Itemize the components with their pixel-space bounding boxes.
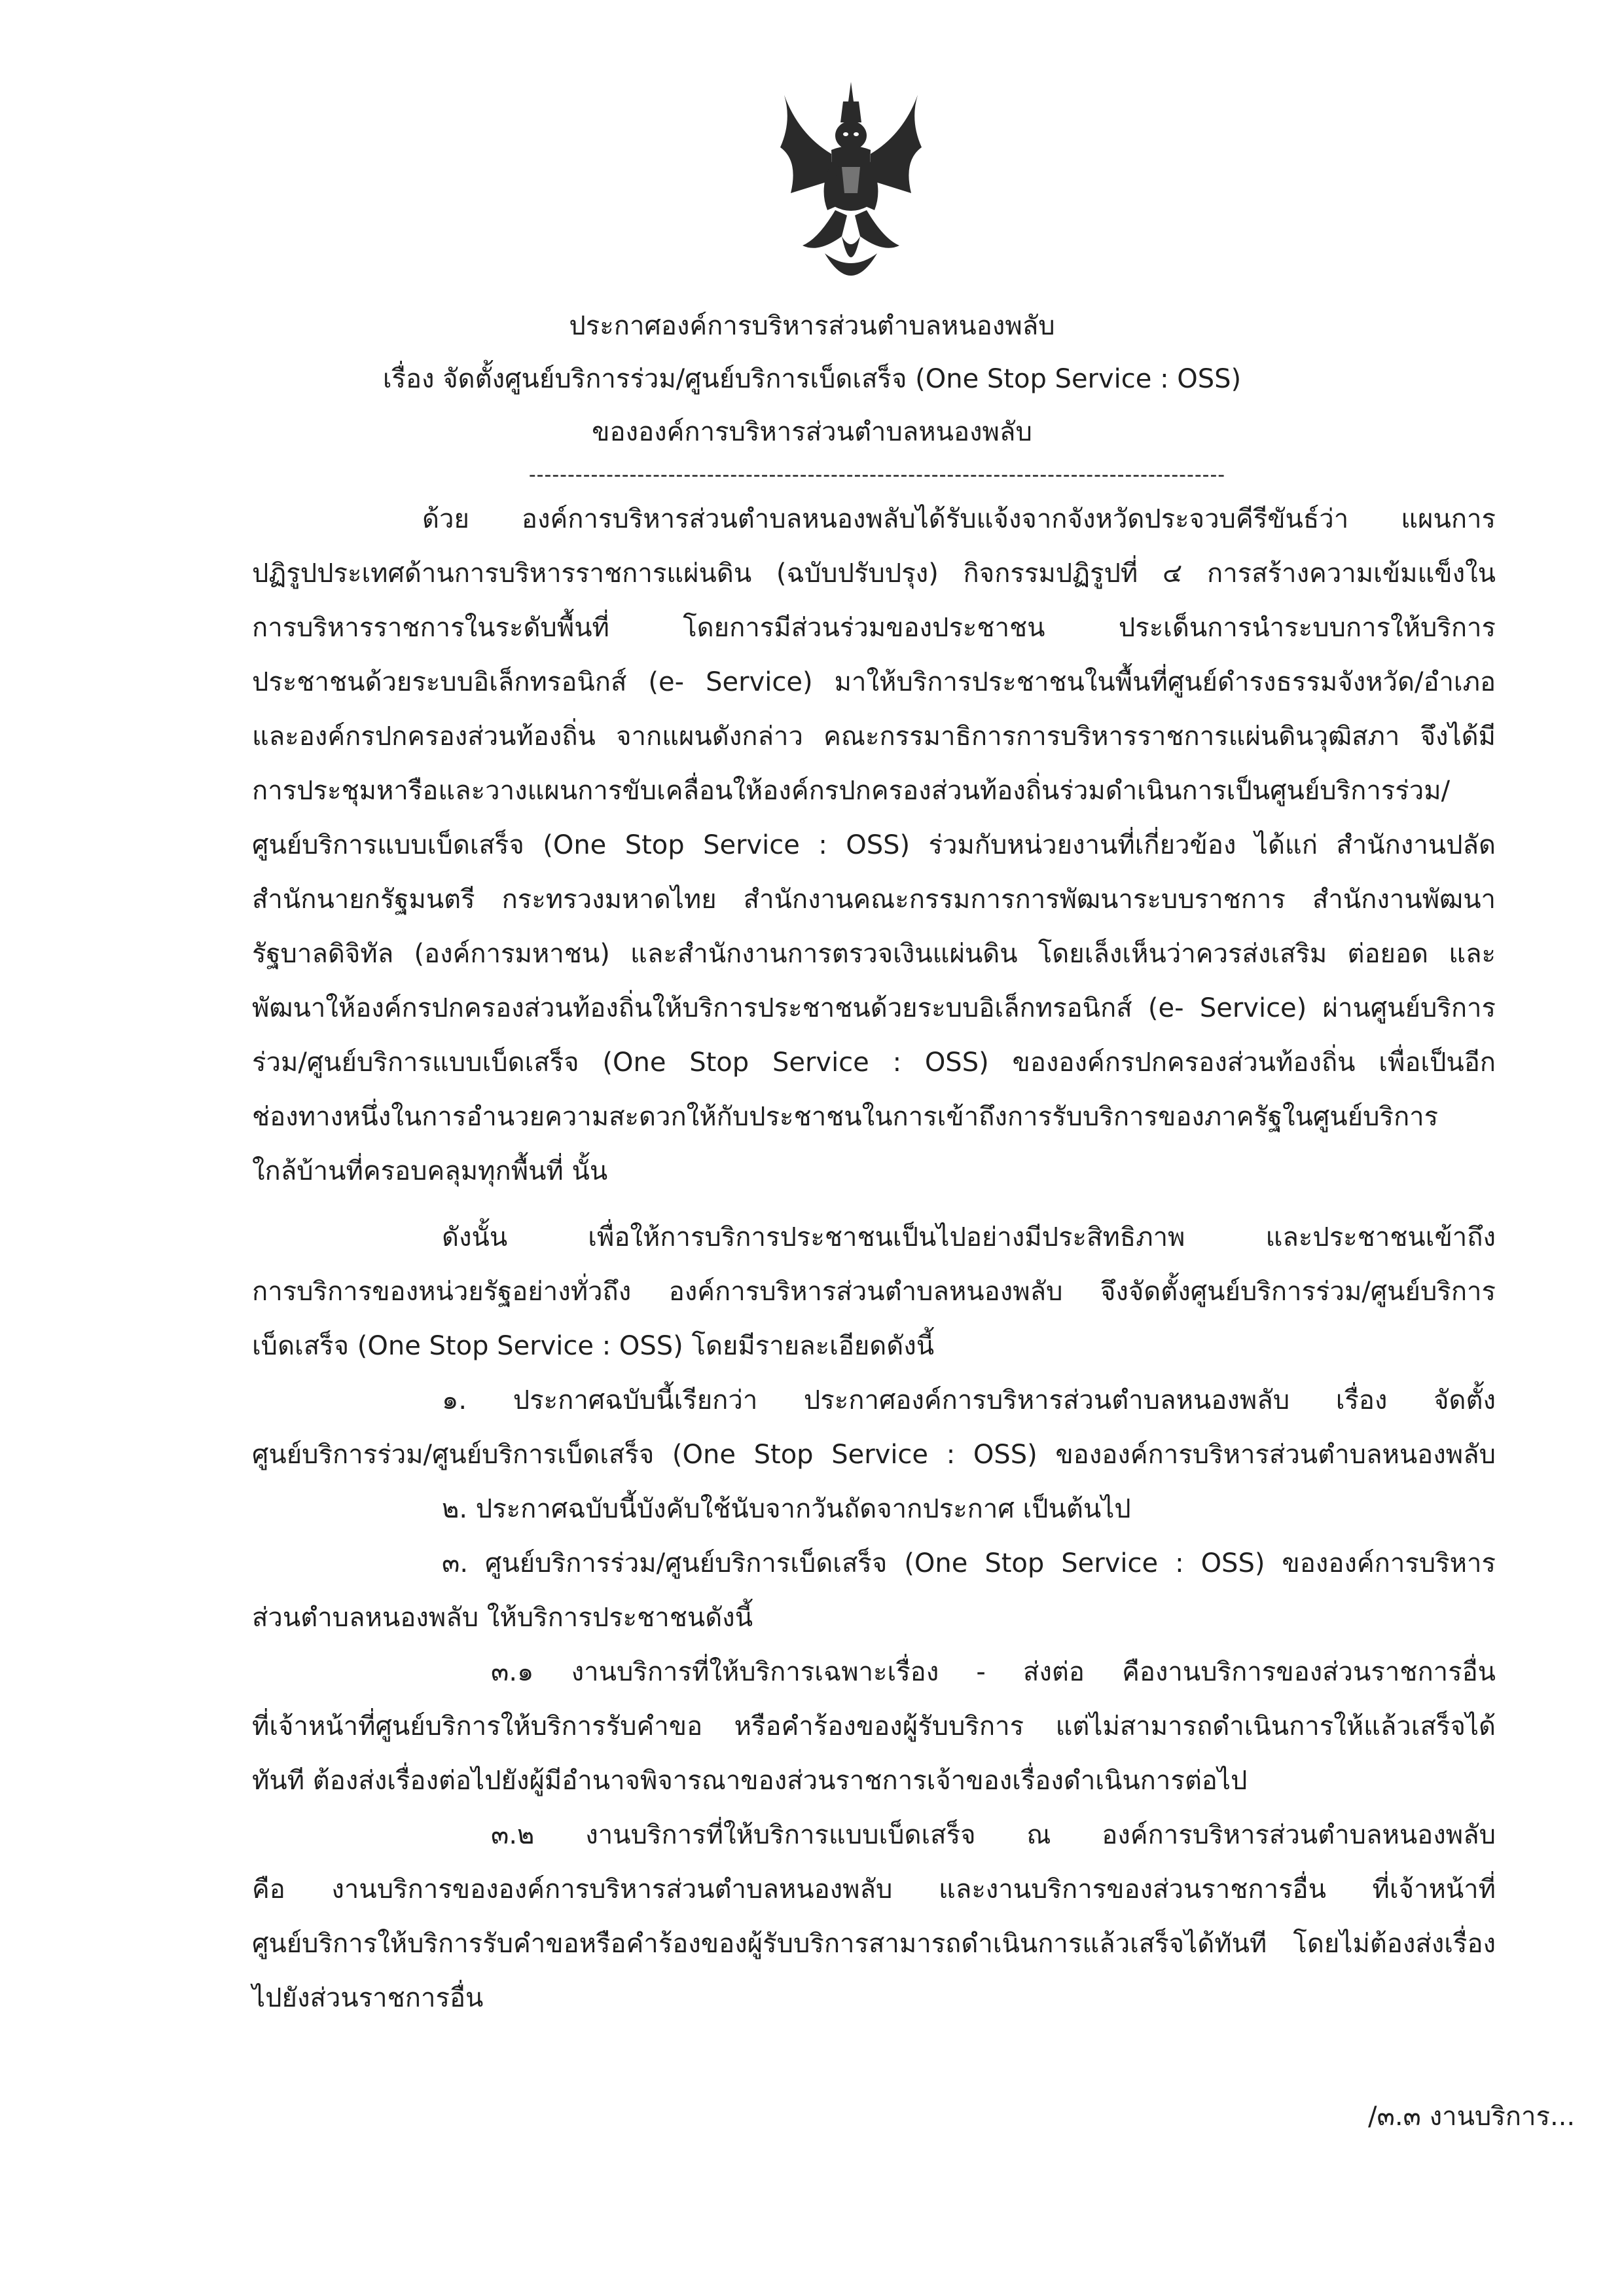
clause-2: ๒. ประกาศฉบับนี้บังคับใช้นับจากวันถัดจากประกาศ เป็นต้นไป <box>442 1494 1131 1524</box>
body-line: การบริการของหน่วยรัฐอย่างทั่วถึง องค์การบริหารส่วนตำบลหนองพลับ จึงจัดตั้งศูนย์บริการร่วม/ศูนย์บริการ <box>252 1277 1496 1307</box>
body-line: เบ็ดเสร็จ (One Stop Service : OSS) โดยมีรายละเอียดดังนี้ <box>252 1331 935 1361</box>
body-line: ใกล้บ้านที่ครอบคลุมทุกพื้นที่ นั้น <box>252 1156 608 1186</box>
body-line: และองค์กรปกครองส่วนท้องถิ่น จากแผนดังกล่าว คณะกรรมาธิการการบริหารราชการแผ่นดินวุฒิสภา จึงได้มี <box>252 721 1496 752</box>
body-line: ศูนย์บริการแบบเบ็ดเสร็จ (One Stop Service : OSS) ร่วมกับหน่วยงานที่เกี่ยวข้อง ได้แก่ สำนักงานปลัด <box>252 830 1496 860</box>
body-line: คือ งานบริการขององค์การบริหารส่วนตำบลหนองพลับ และงานบริการของส่วนราชการอื่น ที่เจ้าหน้าที่ <box>252 1874 1496 1904</box>
body-line: ด้วย องค์การบริหารส่วนตำบลหนองพลับได้รับแจ้งจากจังหวัดประจวบคีรีขันธ์ว่า แผนการ <box>422 504 1496 534</box>
continuation-note: /๓.๓ งานบริการ... <box>1368 2102 1576 2132</box>
body-line: ร่วม/ศูนย์บริการแบบเบ็ดเสร็จ (One Stop Service : OSS) ขององค์กรปกครองส่วนท้องถิ่น เพื่อเป็นอีก <box>252 1048 1496 1078</box>
body-line: ประชาชนด้วยระบบอิเล็กทรอนิกส์ (e- Service) มาให้บริการประชาชนในพื้นที่ศูนย์ดำรงธรรมจังหวัด/อำเภอ <box>252 667 1496 697</box>
body-line: ทันที ต้องส่งเรื่องต่อไปยังผู้มีอำนาจพิจารณาของส่วนราชการเจ้าของเรื่องดำเนินการต่อไป <box>252 1766 1248 1796</box>
clause-1: ๑. ประกาศฉบับนี้เรียกว่า ประกาศองค์การบริหารส่วนตำบลหนองพลับ เรื่อง จัดตั้ง <box>442 1385 1496 1415</box>
clause-3: ๓. ศูนย์บริการร่วม/ศูนย์บริการเบ็ดเสร็จ (One Stop Service : OSS) ขององค์การบริหาร <box>442 1548 1496 1578</box>
garuda-emblem-icon <box>779 82 923 298</box>
body-line: การบริหารราชการในระดับพื้นที่ โดยการมีส่วนร่วมของประชาชน ประเด็นการนำระบบการให้บริการ <box>252 613 1496 643</box>
body-line: ปฏิรูปประเทศด้านการบริหารราชการแผ่นดิน (ฉบับปรับปรุง) กิจกรรมปฏิรูปที่ ๔ การสร้างความเข้มแข็งใน <box>252 558 1496 589</box>
body-line: สำนักนายกรัฐมนตรี กระทรวงมหาดไทย สำนักงานคณะกรรมการการพัฒนาระบบราชการ สำนักงานพัฒนา <box>252 884 1496 915</box>
body-line: ศูนย์บริการให้บริการรับคำขอหรือคำร้องของผู้รับบริการสามารถดำเนินการแล้วเสร็จได้ทันที โดยไม่ต้องส่งเรื่อง <box>252 1929 1496 1959</box>
clause-3-2: ๓.๒ งานบริการที่ให้บริการแบบเบ็ดเสร็จ ณ องค์การบริหารส่วนตำบลหนองพลับ <box>491 1820 1496 1850</box>
body-line: ที่เจ้าหน้าที่ศูนย์บริการให้บริการรับคำขอ หรือคำร้องของผู้รับบริการ แต่ไม่สามารถดำเนินการให้แล้วเสร็จได้ <box>252 1711 1496 1741</box>
clause-3-1: ๓.๑ งานบริการที่ให้บริการเฉพาะเรื่อง - ส่งต่อ คืองานบริการของส่วนราชการอื่น <box>491 1657 1496 1687</box>
announcement-subject: เรื่อง จัดตั้งศูนย์บริการร่วม/ศูนย์บริการเบ็ดเสร็จ (One Stop Service : OSS) <box>382 364 1242 394</box>
body-line: พัฒนาให้องค์กรปกครองส่วนท้องถิ่นให้บริการประชาชนด้วยระบบอิเล็กทรอนิกส์ (e- Service) ผ่านศูนย์บริการ <box>252 993 1496 1023</box>
announcement-title: ประกาศองค์การบริหารส่วนตำบลหนองพลับ <box>569 311 1055 341</box>
body-line: รัฐบาลดิจิทัล (องค์การมหาชน) และสำนักงานการตรวจเงินแผ่นดิน โดยเล็งเห็นว่าควรส่งเสริม ต่อยอด และ <box>252 939 1496 969</box>
body-line: การประชุมหารือและวางแผนการขับเคลื่อนให้องค์กรปกครองส่วนท้องถิ่นร่วมดำเนินการเป็นศูนย์บริการร่วม/ <box>252 776 1451 806</box>
body-line: ช่องทางหนึ่งในการอำนวยความสะดวกให้กับประชาชนในการเข้าถึงการรับบริการของภาครัฐในศูนย์บริการ <box>252 1102 1439 1132</box>
body-line: ส่วนตำบลหนองพลับ ให้บริการประชาชนดังนี้ <box>252 1603 753 1633</box>
body-line: ศูนย์บริการร่วม/ศูนย์บริการเบ็ดเสร็จ (One Stop Service : OSS) ขององค์การบริหารส่วนตำบลหนองพลับ <box>252 1440 1496 1470</box>
header-divider: ------------------------------------------------------------------------------------------ <box>528 464 1226 486</box>
body-line: ไปยังส่วนราชการอื่น <box>252 1983 484 2013</box>
announcement-organization: ขององค์การบริหารส่วนตำบลหนองพลับ <box>592 417 1032 447</box>
body-line: ดังนั้น เพื่อให้การบริการประชาชนเป็นไปอย่างมีประสิทธิภาพ และประชาชนเข้าถึง <box>442 1222 1496 1252</box>
